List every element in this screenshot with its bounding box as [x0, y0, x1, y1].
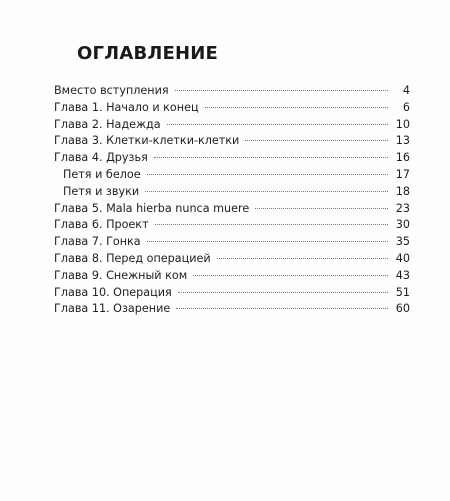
toc-entry-page: 13 [395, 134, 410, 148]
toc-entry-page: 40 [395, 251, 410, 265]
dot-leader [245, 140, 388, 141]
dot-leader [255, 208, 388, 209]
toc-entry-label: Глава 6. Проект [54, 218, 149, 232]
page-title: ОГЛАВЛЕНИЕ [77, 43, 219, 64]
toc-entry-page: 35 [395, 235, 410, 249]
toc-entry-page: 60 [395, 302, 410, 316]
toc-entry [54, 301, 410, 318]
toc-entry [54, 234, 410, 251]
toc-entry-page: 23 [395, 201, 410, 215]
toc-entry-label: Глава 11. Озарение [54, 302, 171, 316]
toc-entry-label: Глава 1. Начало и конец [54, 100, 199, 114]
toc-subentry-label: Петя и белое [63, 167, 141, 181]
dot-leader [167, 124, 388, 125]
toc-entry [54, 285, 410, 302]
toc-entry-page: 51 [395, 285, 410, 299]
toc-entry-page: 43 [395, 268, 410, 282]
toc-entry [54, 217, 410, 234]
toc-entry [54, 133, 410, 150]
toc-entry [54, 100, 410, 117]
toc-entry-label: Глава 4. Друзья [54, 151, 148, 165]
toc-entry-label: Вместо вступления [54, 84, 169, 97]
toc-entry-label: Глава 8. Перед операцией [54, 251, 211, 265]
dot-leader [205, 107, 388, 108]
toc-entry [54, 83, 410, 100]
toc-entry [54, 201, 410, 218]
toc-entry-page: 18 [395, 184, 410, 198]
toc-entry [54, 150, 410, 167]
dot-leader [178, 292, 388, 293]
toc-entry-label: Глава 5. Mala hierba nunca muere [54, 201, 250, 215]
toc-entry-label: Глава 3. Клетки-клетки-клетки [54, 134, 240, 148]
toc-entry-page: 16 [395, 151, 410, 165]
toc-entry-page: 17 [395, 167, 410, 181]
table-of-contents [54, 83, 410, 318]
toc-subentry-label: Петя и звуки [63, 184, 140, 198]
toc-entry [54, 268, 410, 285]
dot-leader [147, 174, 388, 175]
toc-entry [54, 117, 410, 134]
dot-leader [193, 275, 388, 276]
toc-subentry [54, 184, 410, 201]
toc-entry-label: Глава 9. Снежный ком [54, 268, 188, 282]
toc-entry-label: Глава 7. Гонка [54, 235, 141, 249]
dot-leader [155, 224, 388, 225]
toc-entry-page: 10 [395, 117, 410, 131]
dot-leader [147, 241, 388, 242]
dot-leader [176, 308, 388, 309]
dot-leader [145, 191, 388, 192]
toc-entry-label: Глава 2. Надежда [54, 117, 161, 131]
toc-entry-page: 6 [402, 100, 410, 114]
toc-subentry [54, 167, 410, 184]
toc-entry-page: 30 [395, 218, 410, 232]
toc-entry-label: Глава 10. Операция [54, 285, 172, 299]
dot-leader [175, 90, 388, 91]
dot-leader [217, 258, 388, 259]
toc-entry [54, 251, 410, 268]
toc-entry-page: 4 [402, 84, 410, 97]
dot-leader [154, 157, 388, 158]
